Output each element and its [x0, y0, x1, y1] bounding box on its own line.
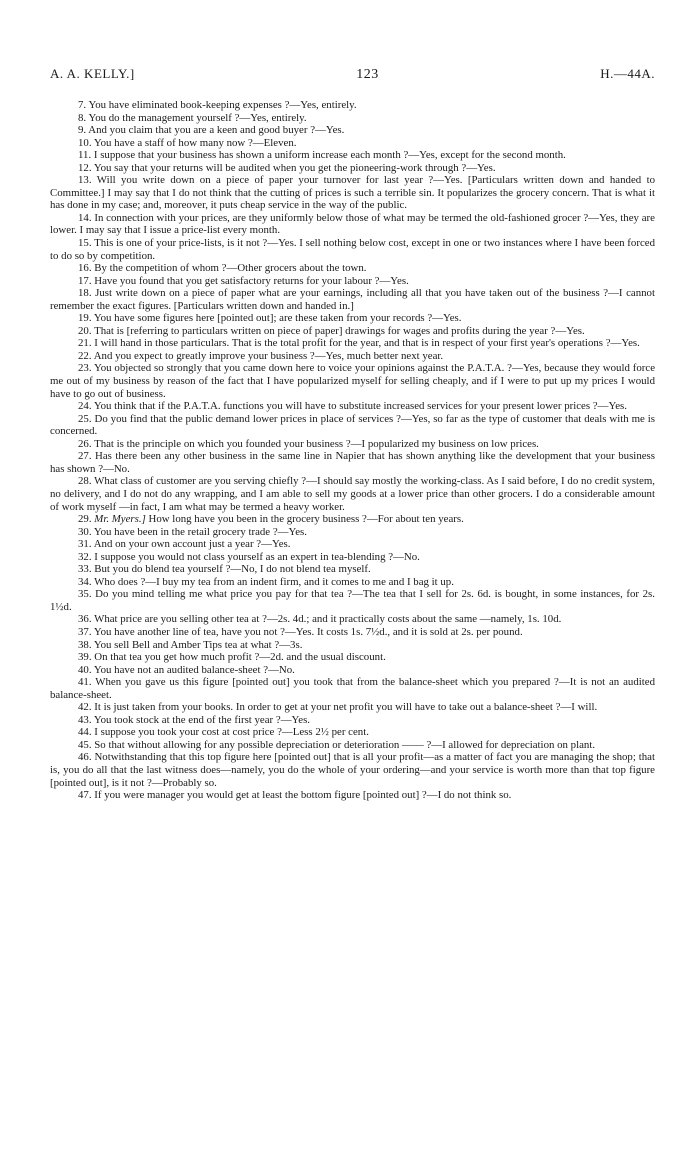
question-answer-paragraph — [50, 287, 655, 312]
question-number: 43. — [78, 713, 92, 726]
witness-name-header: A. A. KELLY.] — [50, 66, 135, 81]
paragraph-text: You have some figures here [pointed out]; are these taken from your records ?—Yes. — [93, 312, 462, 325]
paragraph-text: But you do blend tea yourself ?—No, I do not blend tea myself. — [94, 563, 371, 576]
question-number: 7. — [78, 99, 87, 111]
paragraph-text: On that tea you get how much profit ?—2d. and the usual discount. — [94, 651, 386, 664]
question-answer-paragraph — [50, 751, 655, 789]
paragraph-text: Do you find that the public demand lower prices in place of services ?—Yes, so far as the type of customer that deals with me is concerned. — [50, 412, 655, 438]
question-answer-paragraph — [50, 337, 655, 350]
paragraph-text: Have you found that you get satisfactory returns for your labour ?—Yes. — [94, 274, 409, 287]
question-number: 18. — [78, 287, 92, 300]
question-number: 12. — [78, 161, 92, 174]
question-answer-paragraph — [50, 312, 655, 325]
question-answer-paragraph — [50, 350, 655, 363]
question-answer-paragraph — [50, 475, 655, 513]
question-answer-paragraph — [50, 651, 655, 664]
question-answer-paragraph — [50, 212, 655, 237]
question-number: 29. — [78, 513, 92, 526]
question-answer-paragraph — [50, 613, 655, 626]
paragraph-text: You took stock at the end of the first year ?—Yes. — [93, 713, 311, 726]
question-number: 42. — [78, 701, 92, 714]
paragraph-text: That is the principle on which you founded your business ?—I popularized my business on low prices. — [94, 437, 539, 450]
paragraph-text: You have been in the retail grocery trade ?—Yes. — [93, 525, 307, 538]
question-answer-paragraph — [50, 676, 655, 701]
question-number: 10. — [78, 136, 92, 149]
question-number: 24. — [78, 400, 92, 413]
question-number: 13. — [78, 174, 92, 187]
paragraph-text: I suppose you took your cost at cost price ?—Less 2½ per cent. — [94, 726, 369, 739]
paragraph-text: Do you mind telling me what price you pay for that tea ?—The tea that I sell for 2s. 6d. is bought, in some instances, for 2s. 1½d. — [50, 588, 655, 613]
paragraph-text: And on your own account just a year ?—Yes. — [93, 538, 291, 551]
question-number: 15. — [78, 237, 92, 250]
paragraph-text: You think that if the P.A.T.A. functions you will have to substitute increased services for your present lower prices ?—Yes. — [93, 400, 627, 413]
question-answer-paragraph — [50, 237, 655, 262]
question-number: 14. — [78, 211, 92, 224]
paragraph-text: And you claim that you are a keen and good buyer ?—Yes. — [88, 124, 345, 137]
question-answer-paragraph — [50, 664, 655, 677]
question-answer-paragraph — [50, 413, 655, 438]
paragraph-text: This is one of your price-lists, is it not ?—Yes. I sell nothing below cost, except in one or two instances where I have been forced to do so by competition. — [50, 237, 656, 262]
question-number: 31. — [78, 538, 92, 551]
question-answer-paragraph — [50, 124, 655, 137]
question-number: 44. — [78, 726, 92, 739]
paragraph-text: Just write down on a piece of paper what are your earnings, including all that you have taken out of the business ?—I cannot remember the exact figures. [Particulars written down and handed in.] — [50, 287, 655, 312]
question-number: 45. — [78, 738, 92, 751]
paragraph-text: That is [referring to particulars written on piece of paper] drawings for wages and profits during the year ?—Yes. — [94, 324, 585, 337]
question-number: 16. — [78, 262, 92, 275]
question-answer-paragraph — [50, 149, 655, 162]
question-number: 22. — [78, 349, 92, 362]
paragraph-text: You have a staff of how many now ?—Eleven. — [93, 136, 297, 149]
question-answer-paragraph — [50, 639, 655, 652]
paragraph-text: You do the management yourself ?—Yes, entirely. — [88, 111, 307, 124]
question-answer-paragraph — [50, 325, 655, 338]
question-number: 46. — [78, 751, 92, 764]
paragraph-text: You have eliminated book-keeping expenses ?—Yes, entirely. — [88, 99, 357, 111]
question-number: 32. — [78, 550, 92, 563]
paragraph-text: So that without allowing for any possible depreciation or deterioration —— ?—I allowed for depreciation on plant. — [94, 738, 596, 751]
paragraph-text: Will you write down on a piece of paper your turnover for last year ?—Yes. [Particulars written down and handed to Committee.] I may say that I do not think that the cutting of prices is such a terrible sin. It popularizes the grocery concern. That is what it has done in my case; and, moreover, it puts cheap service in the way of the public. — [50, 174, 655, 212]
question-answer-paragraph — [50, 563, 655, 576]
paragraph-text: You objected so strongly that you came down here to voice your opinions against the P.A.T.A. ?—Yes, because they would force me out of my business by reason of the fact that I have popularized myself for selling cheaply, and if I were to put up my prices I would have to go out of business. — [50, 362, 656, 400]
question-number: 9. — [78, 124, 87, 137]
question-answer-paragraph — [50, 99, 655, 112]
question-number: 41. — [78, 676, 92, 689]
paragraph-text: It is just taken from your books. In order to get at your net profit you will have to take out a balance-sheet ?—I will. — [94, 701, 598, 714]
question-number: 39. — [78, 651, 92, 664]
paragraph-text: By the competition of whom ?—Other grocers about the town. — [94, 262, 367, 275]
question-answer-paragraph — [50, 275, 655, 288]
page-header — [50, 66, 655, 83]
paragraph-text: Who does ?—I buy my tea from an indent firm, and it comes to me and I bag it up. — [94, 575, 454, 588]
paragraph-text: Has there been any other business in the same line in Napier that has shown anything like the development that your business has shown ?—No. — [50, 450, 655, 475]
question-number: 27. — [78, 450, 92, 463]
question-answer-paragraph — [50, 362, 655, 400]
question-answer-paragraph — [50, 450, 655, 475]
paragraph-text: I will hand in those particulars. That is the total profit for the year, and that is in respect of your first year's operations ?—Yes. — [94, 337, 640, 350]
question-number: 21. — [78, 337, 92, 350]
paragraph-text: If you were manager you would get at least the bottom figure [pointed out] ?—I do not think so. — [94, 789, 512, 802]
question-answer-paragraph — [50, 162, 655, 175]
question-answer-paragraph — [50, 626, 655, 639]
question-answer-paragraph — [50, 262, 655, 275]
question-number: 19. — [78, 312, 92, 325]
paragraph-text: You have not an audited balance-sheet ?—No. — [93, 663, 295, 676]
question-answer-paragraph — [50, 726, 655, 739]
paragraph-text: I suppose that your business has shown a uniform increase each month ?—Yes, except for the second month. — [93, 149, 566, 162]
paragraph-text: You have another line of tea, have you not ?—Yes. It costs 1s. 7½d., and it is sold at 2s. per pound. — [93, 625, 523, 638]
question-answer-paragraph — [50, 551, 655, 564]
document-reference: H.—44A. — [600, 66, 655, 81]
question-number: 38. — [78, 638, 92, 651]
question-number: 33. — [78, 563, 92, 576]
paragraph-text: And you expect to greatly improve your business ?—Yes, much better next year. — [93, 349, 444, 362]
question-number: 37. — [78, 625, 92, 638]
question-answer-paragraph — [50, 701, 655, 714]
question-answer-paragraph — [50, 576, 655, 589]
question-answer-paragraph — [50, 112, 655, 125]
question-number: 28. — [78, 475, 92, 488]
question-number: 40. — [78, 663, 92, 676]
page-number: 123 — [356, 67, 379, 82]
question-answer-paragraph — [50, 174, 655, 212]
question-answer-paragraph — [50, 526, 655, 539]
question-answer-paragraph — [50, 438, 655, 451]
speaker-name: Mr. Myers.] — [94, 513, 146, 526]
question-number: 8. — [78, 111, 87, 124]
question-number: 30. — [78, 525, 92, 538]
paragraph-text: What class of customer are you serving chiefly ?—I should say mostly the working-class. As I said before, I do no credit system, no delivery, and I do not do any wrapping, and I am able to sell my goods at a lower price than other grocers. I do a considerable amount of work myself —in fact, I am what may be termed a heavy worker. — [50, 475, 655, 513]
question-answer-paragraph — [50, 400, 655, 413]
question-number: 47. — [78, 789, 92, 802]
paragraph-text: You say that your returns will be audited when you get the pioneering-work through ?—Yes. — [93, 161, 496, 174]
question-answer-paragraph — [50, 137, 655, 150]
question-answer-paragraph — [50, 538, 655, 551]
paragraph-text: When you gave us this figure [pointed out] you took that from the balance-sheet which you prepared ?—It is not an audited balance-sheet. — [50, 676, 655, 701]
question-number: 36. — [78, 613, 92, 626]
question-answer-paragraph — [50, 714, 655, 727]
paragraph-text: What price are you selling other tea at ?—2s. 4d.; and it practically costs about the same —namely, 1s. 10d. — [94, 613, 562, 626]
question-answer-paragraph — [50, 789, 655, 802]
paragraph-text: In connection with your prices, are they uniformly below those of what may be termed the old-fashioned grocer ?—Yes, they are lower. I may say that I issue a price-list every month. — [50, 211, 655, 237]
question-number: 35. — [78, 588, 92, 601]
question-answer-paragraph — [50, 739, 655, 752]
question-number: 23. — [78, 362, 92, 375]
paragraph-text: You sell Bell and Amber Tips tea at what ?—3s. — [93, 638, 303, 651]
paragraph-text: I suppose you would not class yourself as an expert in tea-blending ?—No. — [94, 550, 420, 563]
question-number: 20. — [78, 324, 92, 337]
transcript-body — [50, 99, 655, 802]
paragraph-text: How long have you been in the grocery business ?—For about ten years. — [148, 513, 464, 526]
question-answer-paragraph — [50, 588, 655, 613]
question-number: 26. — [78, 437, 92, 450]
question-number: 25. — [78, 412, 92, 425]
question-number: 17. — [78, 274, 92, 287]
question-number: 34. — [78, 575, 92, 588]
paragraph-text: Notwithstanding that this top figure here [pointed out] that is all your profit—as a matter of fact you are managing the shop; that is, you do all that the last witness does—namely, you do the whole of your ordering—and your service is worth more than that top figure [pointed out], is it not ?—Probably so. — [50, 751, 655, 789]
question-answer-paragraph — [50, 513, 655, 526]
question-number: 11. — [78, 149, 92, 162]
